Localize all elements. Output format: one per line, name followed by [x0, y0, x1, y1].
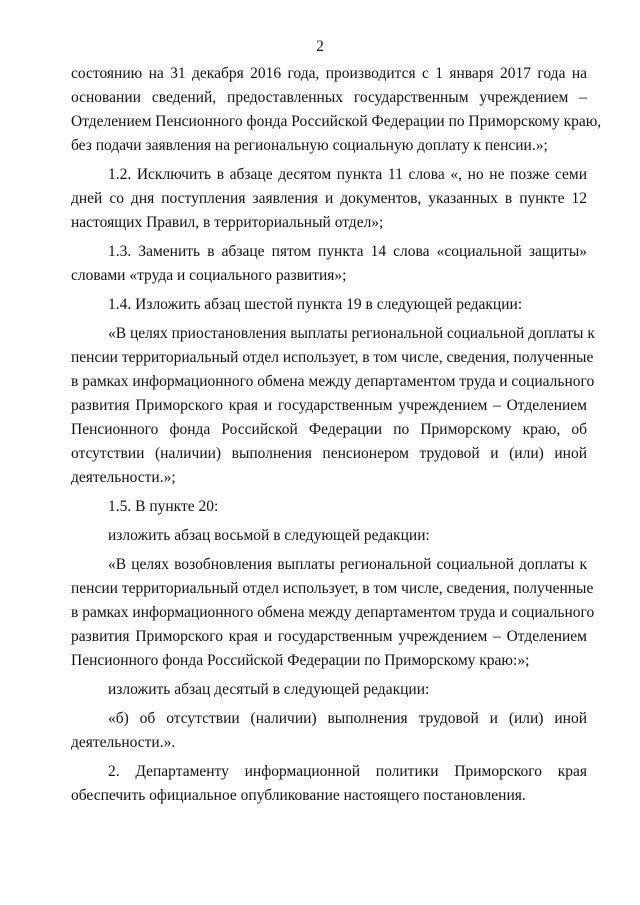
text-line: «б) об отсутствии (наличии) выполнения трудовой и (или) иной	[108, 710, 587, 727]
text-line: в рамках информационного обмена между департаментом труда и социального	[71, 604, 595, 621]
text-line: основании сведений, предоставленных государственным учреждением –	[71, 89, 587, 106]
paragraph-item-1-3	[71, 240, 587, 288]
paragraph-item-1-5	[71, 495, 587, 519]
text-line: состоянию на 31 декабря 2016 года, производится с 1 января 2017 года на	[71, 65, 587, 82]
text-line: дней со дня поступления заявления и документов, указанных в пункте 12	[71, 190, 587, 207]
text-line: пенсии территориальный отдел использует, в том числе, сведения, полученные	[71, 349, 594, 366]
text-line: изложить абзац восьмой в следующей редакции:	[108, 527, 430, 544]
text-line: 2. Департаменту информационной политики Приморского края	[108, 763, 587, 780]
text-line: 1.5. В пункте 20:	[108, 498, 219, 515]
paragraph-quote-abzac-8	[71, 553, 595, 673]
text-line: отсутствии (наличии) выполнения пенсионером трудовой и (или) иной	[71, 445, 587, 462]
text-line: пенсии территориальный отдел использует, в том числе, сведения, полученные	[71, 580, 594, 597]
text-line: 1.2. Исключить в абзаце десятом пункта 11 слова «, но не позже семи	[108, 166, 587, 183]
paragraph-quote-item-19	[71, 322, 595, 490]
text-line: без подачи заявления на региональную социальную доплату к пенсии.»;	[71, 137, 548, 154]
paragraph-quote-abzac-10	[71, 707, 587, 755]
text-line: Пенсионного фонда Российской Федерации по Приморскому краю, об	[71, 421, 587, 438]
text-line: 1.4. Изложить абзац шестой пункта 19 в следующей редакции:	[108, 296, 523, 313]
text-line: обеспечить официальное опубликование настоящего постановления.	[71, 787, 526, 804]
paragraph-sub-item-10	[71, 678, 587, 702]
text-line: Отделением Пенсионного фонда Российской Федерации по Приморскому краю,	[71, 113, 602, 130]
text-line: деятельности.».	[71, 734, 176, 751]
text-line: «В целях приостановления выплаты региональной социальной доплаты к	[108, 325, 595, 342]
document-body	[71, 62, 602, 808]
paragraph-item-2	[71, 760, 587, 808]
text-line: словами «труда и социального развития»;	[71, 267, 347, 284]
text-line: настоящих Правил, в территориальный отдел»;	[71, 214, 384, 231]
text-line: развития Приморского края и государственным учреждением – Отделением	[71, 397, 587, 414]
text-line: изложить абзац десятый в следующей редакции:	[108, 681, 430, 698]
text-line: развития Приморского края и государственным учреждением – Отделением	[71, 628, 587, 645]
paragraph-item-1-2	[71, 163, 587, 235]
text-line: 1.3. Заменить в абзаце пятом пункта 14 слова «социальной защиты»	[108, 243, 587, 260]
paragraph-item-1-4	[71, 293, 587, 317]
text-line: «В целях возобновления выплаты региональной социальной доплаты к	[108, 556, 587, 573]
paragraph-continuation	[71, 62, 602, 158]
paragraph-sub-item-8	[71, 524, 587, 548]
text-line: в рамках информационного обмена между департаментом труда и социального	[71, 373, 595, 390]
text-line: деятельности.»;	[71, 469, 176, 486]
page-number: 2	[316, 38, 324, 55]
text-line: Пенсионного фонда Российской Федерации по Приморскому краю:»;	[71, 652, 530, 669]
